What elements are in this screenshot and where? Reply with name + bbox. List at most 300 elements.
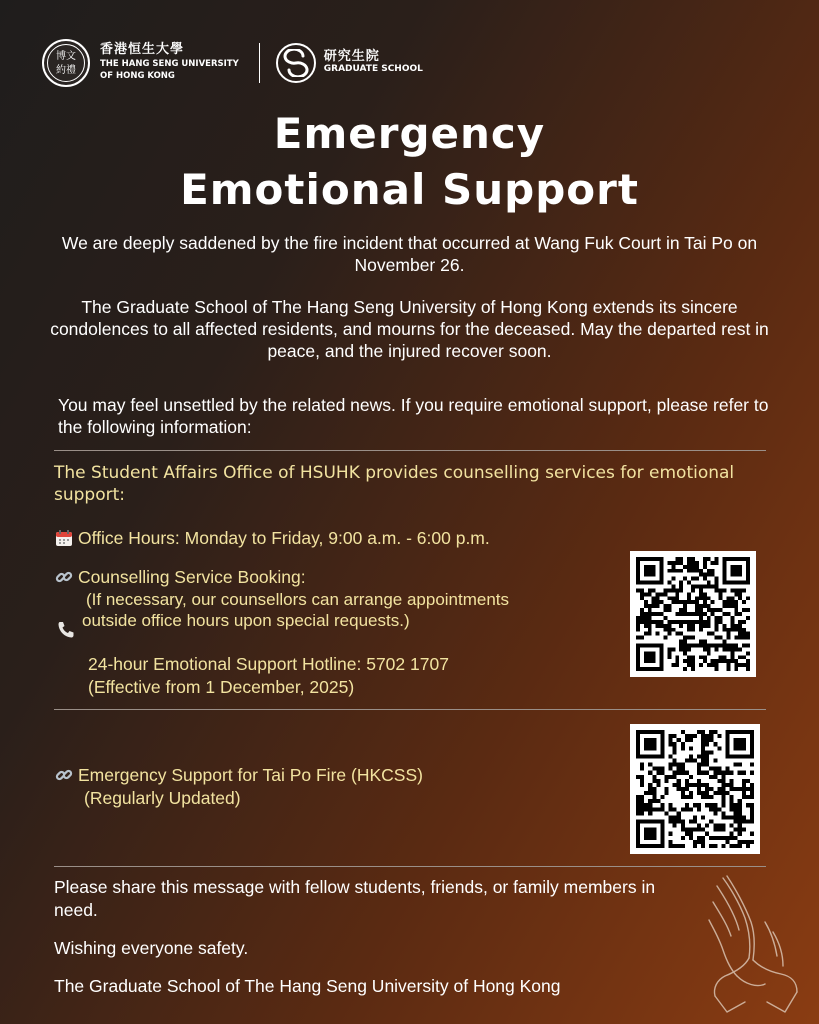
qr-module — [738, 828, 742, 832]
qr-module — [730, 771, 734, 775]
qr-module — [677, 811, 681, 815]
qr-module — [719, 596, 723, 600]
qr-module — [730, 628, 734, 632]
qr-module — [709, 807, 713, 811]
qr-module — [648, 588, 652, 592]
qr-module — [685, 734, 689, 738]
qr-module — [667, 604, 671, 608]
qr-module — [652, 620, 656, 624]
graduate-school-logo-icon — [276, 43, 316, 83]
hkcss-link[interactable]: Emergency Support for Tai Po Fire (HKCSS) — [78, 765, 423, 785]
qr-module — [689, 734, 693, 738]
qr-module — [664, 636, 668, 640]
qr-module — [640, 763, 644, 767]
qr-module — [671, 585, 675, 589]
qr-module — [671, 561, 675, 565]
qr-module — [644, 600, 648, 604]
qr-module — [689, 820, 693, 824]
qr-module — [699, 604, 703, 608]
qr-module — [721, 779, 725, 783]
qr-module — [679, 557, 683, 561]
qr-module — [730, 824, 734, 828]
qr-module — [717, 734, 721, 738]
phone-icon — [56, 620, 76, 640]
qr-module — [707, 624, 711, 628]
qr-module — [750, 840, 754, 844]
qr-module — [673, 807, 677, 811]
qr-module — [750, 820, 754, 824]
qr-module — [746, 632, 750, 636]
qr-module — [652, 604, 656, 608]
qr-module — [713, 844, 717, 848]
qr-module — [656, 767, 660, 771]
qr-module — [719, 592, 723, 596]
qr-module — [697, 803, 701, 807]
qr-module — [722, 612, 726, 616]
qr-module — [691, 612, 695, 616]
qr-module — [648, 592, 652, 596]
qr-module — [703, 612, 707, 616]
qr-module — [673, 771, 677, 775]
qr-module — [730, 600, 734, 604]
qr-module — [695, 620, 699, 624]
qr-module — [701, 836, 705, 840]
qr-module — [673, 775, 677, 779]
qr-module — [695, 585, 699, 589]
qr-module — [709, 836, 713, 840]
qr-module — [675, 632, 679, 636]
qr-module — [709, 787, 713, 791]
qr-module — [721, 836, 725, 840]
qr-module — [746, 820, 750, 824]
qr-module — [675, 557, 679, 561]
university-name-cn: 香港恒生大學 — [100, 42, 185, 57]
qr-module — [746, 659, 750, 663]
qr-module — [687, 569, 691, 573]
qr-module — [636, 799, 640, 803]
qr-module — [707, 585, 711, 589]
qr-module — [699, 588, 703, 592]
qr-module — [673, 815, 677, 819]
qr-module — [726, 815, 730, 819]
qr-module — [697, 730, 701, 734]
qr-module — [746, 840, 750, 844]
qr-module — [738, 655, 742, 659]
qr-module — [677, 779, 681, 783]
qr-module — [644, 565, 656, 577]
qr-module — [742, 795, 746, 799]
qr-module — [693, 758, 697, 762]
qr-module — [715, 561, 719, 565]
qr-module — [721, 799, 725, 803]
header — [42, 38, 423, 88]
qr-module — [703, 577, 707, 581]
qr-module — [713, 771, 717, 775]
qr-module — [709, 795, 713, 799]
qr-module — [644, 624, 648, 628]
qr-module — [640, 803, 644, 807]
qr-module — [673, 824, 677, 828]
qr-module — [711, 659, 715, 663]
qr-module — [695, 604, 699, 608]
graduate-school-name-en: GRADUATE SCHOOL — [323, 64, 423, 74]
qr-module — [703, 604, 707, 608]
qr-module — [687, 655, 691, 659]
qr-module — [717, 779, 721, 783]
qr-module — [677, 844, 681, 848]
qr-module — [652, 787, 656, 791]
qr-module — [683, 659, 687, 663]
qr-module — [687, 624, 691, 628]
booking-note-2: outside office hours upon special requests.) — [82, 611, 410, 630]
qr-module — [721, 791, 725, 795]
qr-module — [746, 643, 750, 647]
qr-module — [697, 763, 701, 767]
qr-module — [707, 573, 711, 577]
qr-module — [664, 588, 668, 592]
qr-module — [701, 815, 705, 819]
qr-module — [681, 828, 685, 832]
qr-module — [673, 763, 677, 767]
qr-module — [679, 612, 683, 616]
qr-module — [705, 824, 709, 828]
qr-module — [715, 636, 719, 640]
seal-char: 禮 — [66, 64, 76, 76]
qr-module — [691, 667, 695, 671]
qr-module — [648, 803, 652, 807]
qr-module — [738, 596, 742, 600]
qr-module — [721, 824, 725, 828]
qr-module — [664, 604, 668, 608]
qr-module — [707, 604, 711, 608]
qr-module — [648, 783, 652, 787]
qr-module — [730, 659, 734, 663]
qr-module — [689, 795, 693, 799]
qr-module — [699, 592, 703, 596]
qr-module — [722, 655, 726, 659]
qr-module — [671, 628, 675, 632]
qr-module — [640, 588, 644, 592]
qr-module — [701, 783, 705, 787]
qr-module — [652, 779, 656, 783]
qr-module — [660, 771, 664, 775]
qr-module — [742, 787, 746, 791]
qr-module — [701, 771, 705, 775]
qr-module — [703, 565, 707, 569]
qr-module — [644, 620, 648, 624]
qr-module — [717, 746, 721, 750]
qr-module — [734, 612, 738, 616]
qr-module — [701, 746, 705, 750]
qr-module — [726, 600, 730, 604]
qr-module — [679, 640, 683, 644]
qr-module — [687, 600, 691, 604]
qr-module — [644, 604, 648, 608]
qr-module — [636, 636, 640, 640]
qr-module — [652, 791, 656, 795]
qr-module — [667, 632, 671, 636]
hkcss-qr-code[interactable] — [630, 724, 760, 854]
qr-module — [656, 783, 660, 787]
qr-module — [660, 795, 664, 799]
qr-module — [689, 832, 693, 836]
qr-module — [669, 840, 673, 844]
qr-module — [644, 612, 648, 616]
qr-module — [640, 779, 644, 783]
qr-module — [750, 811, 754, 815]
qr-module — [703, 624, 707, 628]
qr-module — [709, 730, 713, 734]
qr-module — [640, 807, 644, 811]
qr-module — [683, 612, 687, 616]
qr-module — [652, 767, 656, 771]
qr-module — [721, 844, 725, 848]
qr-module — [734, 628, 738, 632]
qr-module — [683, 608, 687, 612]
page-title — [0, 108, 819, 216]
qr-module — [705, 738, 709, 742]
qr-module — [691, 561, 695, 565]
qr-module — [705, 803, 709, 807]
qr-module — [715, 659, 719, 663]
link-icon — [54, 765, 74, 785]
qr-module — [693, 815, 697, 819]
qr-module — [652, 799, 656, 803]
qr-module — [689, 775, 693, 779]
qr-module — [750, 771, 754, 775]
booking-qr-code[interactable] — [630, 551, 756, 677]
qr-module — [669, 734, 673, 738]
qr-module — [681, 763, 685, 767]
qr-module — [722, 588, 726, 592]
seal-char: 博 — [56, 50, 66, 62]
qr-module — [713, 811, 717, 815]
qr-module — [687, 659, 691, 663]
qr-module — [695, 569, 699, 573]
qr-module — [667, 581, 671, 585]
qr-module — [721, 775, 725, 779]
qr-module — [726, 659, 730, 663]
qr-module — [711, 585, 715, 589]
qr-module — [734, 807, 738, 811]
qr-module — [742, 771, 746, 775]
qr-module — [699, 596, 703, 600]
qr-module — [699, 608, 703, 612]
qr-module — [730, 783, 734, 787]
qr-module — [730, 803, 734, 807]
qr-module — [701, 750, 705, 754]
qr-module — [691, 577, 695, 581]
qr-module — [656, 807, 660, 811]
qr-module — [742, 620, 746, 624]
qr-module — [711, 612, 715, 616]
qr-module — [699, 643, 703, 647]
qr-module — [687, 557, 691, 561]
qr-module — [734, 663, 738, 667]
qr-module — [726, 783, 730, 787]
qr-module — [640, 608, 644, 612]
qr-module — [699, 628, 703, 632]
qr-module — [644, 738, 656, 750]
qr-module — [726, 647, 730, 651]
qr-module — [730, 604, 734, 608]
qr-module — [695, 561, 699, 565]
qr-module — [687, 647, 691, 651]
qr-module — [669, 775, 673, 779]
office-hours-row — [54, 527, 490, 549]
qr-module — [734, 803, 738, 807]
qr-module — [711, 608, 715, 612]
qr-module — [664, 616, 668, 620]
qr-module — [669, 767, 673, 771]
qr-module — [687, 663, 691, 667]
booking-note-1: (If necessary, our counsellors can arrange appointments — [86, 590, 510, 609]
qr-module — [683, 620, 687, 624]
qr-module — [648, 628, 652, 632]
qr-module — [664, 628, 668, 632]
qr-module — [738, 628, 742, 632]
qr-module — [640, 636, 644, 640]
qr-module — [652, 600, 656, 604]
qr-module — [734, 659, 738, 663]
qr-module — [707, 651, 711, 655]
qr-module — [681, 807, 685, 811]
qr-module — [648, 791, 652, 795]
qr-module — [734, 828, 738, 832]
qr-module — [711, 663, 715, 667]
qr-module — [685, 832, 689, 836]
qr-module — [691, 624, 695, 628]
qr-module — [669, 820, 673, 824]
qr-module — [687, 596, 691, 600]
qr-module — [687, 581, 691, 585]
qr-module — [652, 588, 656, 592]
qr-module — [673, 783, 677, 787]
qr-module — [705, 795, 709, 799]
qr-module — [689, 738, 693, 742]
booking-row[interactable] — [54, 566, 306, 588]
qr-module — [734, 738, 746, 750]
praying-hands-icon — [705, 872, 805, 1017]
qr-module — [656, 620, 660, 624]
qr-module — [738, 636, 742, 640]
qr-module — [687, 643, 691, 647]
qr-module — [677, 738, 681, 742]
qr-module — [746, 636, 750, 640]
qr-module — [667, 655, 671, 659]
qr-module — [699, 616, 703, 620]
qr-module — [697, 807, 701, 811]
qr-module — [679, 624, 683, 628]
qr-module — [693, 828, 697, 832]
hkcss-row[interactable] — [54, 764, 423, 786]
qr-module — [713, 730, 717, 734]
qr-module — [730, 795, 734, 799]
qr-module — [679, 632, 683, 636]
qr-module — [742, 828, 746, 832]
qr-module — [640, 799, 644, 803]
qr-module — [683, 667, 687, 671]
qr-module — [709, 844, 713, 848]
qr-module — [738, 820, 742, 824]
qr-module — [701, 734, 705, 738]
qr-module — [730, 779, 734, 783]
qr-module — [664, 775, 668, 779]
qr-module — [693, 783, 697, 787]
booking-link[interactable]: Counselling Service Booking: — [78, 567, 306, 587]
qr-module — [675, 588, 679, 592]
qr-module — [667, 588, 671, 592]
qr-module — [648, 807, 652, 811]
hkcss-note: (Regularly Updated) — [84, 788, 241, 808]
qr-module — [673, 844, 677, 848]
qr-module — [726, 636, 730, 640]
qr-module — [730, 647, 734, 651]
qr-module — [636, 807, 640, 811]
qr-module — [664, 779, 668, 783]
qr-module — [656, 604, 660, 608]
qr-module — [677, 815, 681, 819]
header-divider — [259, 43, 260, 83]
qr-module — [671, 577, 675, 581]
qr-module — [699, 573, 703, 577]
graduate-school-name — [324, 50, 423, 76]
qr-module — [734, 592, 738, 596]
qr-module — [648, 799, 652, 803]
qr-module — [669, 832, 673, 836]
qr-module — [715, 588, 719, 592]
qr-module — [695, 596, 699, 600]
qr-module — [703, 647, 707, 651]
qr-module — [722, 643, 726, 647]
qr-module — [687, 636, 691, 640]
qr-module — [691, 636, 695, 640]
qr-module — [746, 787, 750, 791]
qr-module — [681, 836, 685, 840]
qr-module — [713, 836, 717, 840]
qr-module — [722, 640, 726, 644]
qr-module — [691, 659, 695, 663]
qr-module — [699, 620, 703, 624]
qr-module — [715, 581, 719, 585]
qr-module — [730, 588, 734, 592]
qr-module — [709, 767, 713, 771]
qr-module — [697, 783, 701, 787]
qr-module — [726, 836, 730, 840]
qr-module — [705, 791, 709, 795]
qr-module — [713, 767, 717, 771]
qr-module — [699, 624, 703, 628]
qr-module — [715, 647, 719, 651]
qr-module — [685, 807, 689, 811]
qr-module — [683, 604, 687, 608]
qr-module — [669, 803, 673, 807]
title-line-2: Emotional Support — [180, 165, 639, 214]
qr-module — [715, 643, 719, 647]
qr-module — [648, 787, 652, 791]
qr-module — [738, 632, 742, 636]
qr-module — [734, 836, 738, 840]
qr-module — [667, 608, 671, 612]
qr-module — [683, 600, 687, 604]
qr-module — [738, 840, 742, 844]
qr-module — [705, 787, 709, 791]
qr-module — [697, 824, 701, 828]
qr-module — [683, 577, 687, 581]
qr-module — [707, 616, 711, 620]
qr-module — [648, 612, 652, 616]
qr-module — [644, 807, 648, 811]
